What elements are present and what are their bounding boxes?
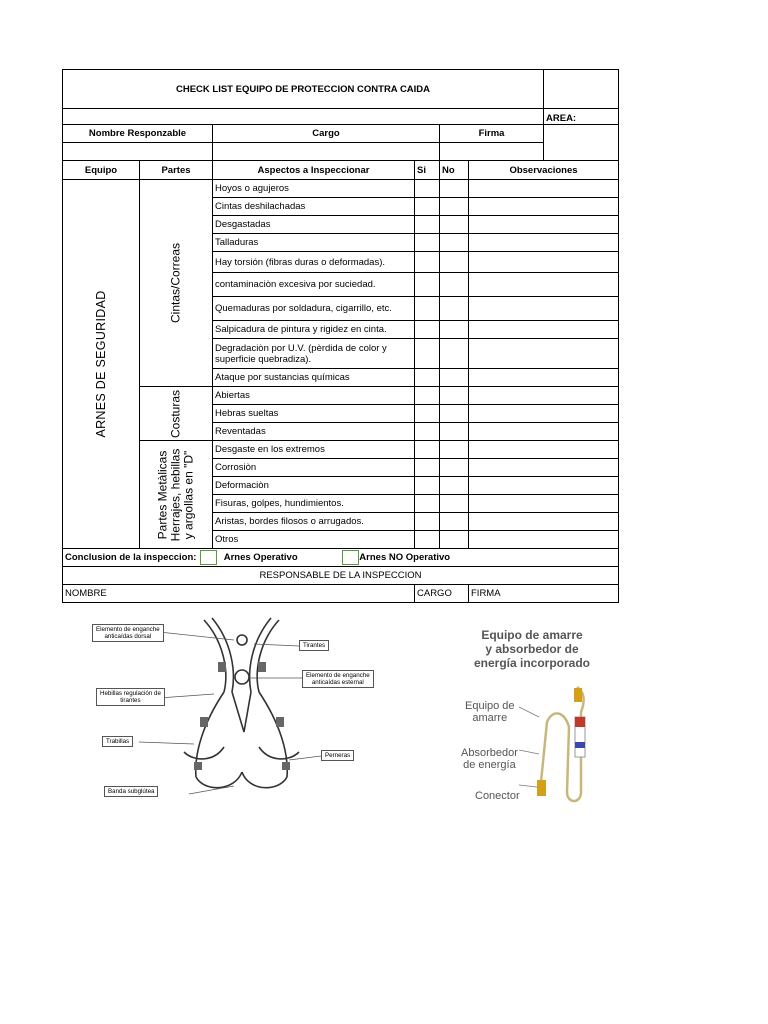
lanyard-conector-label: Conector — [475, 790, 520, 802]
firma-extra-cell[interactable] — [544, 125, 619, 161]
si-check[interactable] — [415, 531, 440, 549]
observaciones-field[interactable] — [469, 441, 619, 459]
callout-banda-text: Banda subglútea — [108, 788, 155, 795]
no-check[interactable] — [440, 180, 469, 198]
aspect-text: Hoyos o agujeros — [213, 180, 415, 198]
no-check[interactable] — [440, 234, 469, 252]
aspect-text: Salpicadura de pintura y rigidez en cinta. — [213, 321, 415, 339]
area-top-cell — [544, 70, 619, 109]
operativo-checkbox[interactable] — [200, 550, 217, 565]
callout-perneras — [321, 750, 354, 761]
footer-firma[interactable] — [469, 585, 619, 603]
lanyard-diagram — [457, 622, 607, 812]
observaciones-field[interactable] — [469, 513, 619, 531]
no-check[interactable] — [440, 531, 469, 549]
group-name-line: Partes Metàlicas — [155, 450, 170, 539]
lanyard-title-line2: y absorbedor de — [485, 642, 579, 656]
col-no: No — [440, 161, 469, 180]
observaciones-field[interactable] — [469, 198, 619, 216]
group-name: Cintas/Correas — [168, 242, 183, 324]
si-check[interactable] — [415, 387, 440, 405]
checklist-table — [62, 69, 619, 603]
checklist-row — [63, 387, 619, 405]
callout-dorsal — [92, 624, 164, 642]
no-check[interactable] — [440, 252, 469, 273]
si-check[interactable] — [415, 252, 440, 273]
lanyard-title-line3: energía incorporado — [473, 656, 591, 670]
observaciones-field[interactable] — [469, 216, 619, 234]
si-check[interactable] — [415, 297, 440, 321]
col-aspectos: Aspectos a Inspeccionar — [213, 161, 415, 180]
no-check[interactable] — [440, 198, 469, 216]
firma-input[interactable] — [440, 143, 544, 161]
aspect-text: Talladuras — [213, 234, 415, 252]
observaciones-field[interactable] — [469, 369, 619, 387]
callout-trabillas — [102, 736, 133, 747]
responsable-title: RESPONSABLE DE LA INSPECCION — [63, 567, 619, 585]
aspect-text: Degradaciòn por U.V. (pèrdida de color y superficie quebradiza). — [213, 339, 415, 369]
aspect-text: Corrosiòn — [213, 459, 415, 477]
si-check[interactable] — [415, 495, 440, 513]
aspect-text: Ataque por sustancias químicas — [213, 369, 415, 387]
callout-esternal — [302, 670, 374, 688]
no-check[interactable] — [440, 369, 469, 387]
checklist-row — [63, 441, 619, 459]
aspect-text: Desgastadas — [213, 216, 415, 234]
title-spacer — [63, 109, 544, 125]
footer-nombre[interactable] — [63, 585, 415, 603]
observaciones-field[interactable] — [469, 531, 619, 549]
aspect-text: Aristas, bordes filosos o arrugados. — [213, 513, 415, 531]
observaciones-field[interactable] — [469, 495, 619, 513]
si-check[interactable] — [415, 441, 440, 459]
observaciones-field[interactable] — [469, 297, 619, 321]
observaciones-field[interactable] — [469, 252, 619, 273]
si-check[interactable] — [415, 273, 440, 297]
observaciones-field[interactable] — [469, 477, 619, 495]
observaciones-field[interactable] — [469, 273, 619, 297]
lanyard-equipo-label: Equipo de amarre — [465, 700, 515, 724]
aspect-text: Hebras sueltas — [213, 405, 415, 423]
no-check[interactable] — [440, 339, 469, 369]
aspect-text: Hay torsión (fibras duras o deformadas). — [213, 252, 415, 273]
col-si: Si — [415, 161, 440, 180]
observaciones-field[interactable] — [469, 339, 619, 369]
no-operativo-checkbox[interactable] — [342, 550, 359, 565]
no-check[interactable] — [440, 273, 469, 297]
col-partes: Partes — [140, 161, 213, 180]
si-check[interactable] — [415, 369, 440, 387]
group-name-line: y argollas en "D" — [181, 450, 196, 539]
equipo-cell — [63, 180, 140, 549]
col-observaciones: Observaciones — [469, 161, 619, 180]
si-check[interactable] — [415, 198, 440, 216]
si-check[interactable] — [415, 405, 440, 423]
conclusion-label: Conclusion de la inspeccion: — [65, 552, 197, 564]
group-cell — [140, 387, 213, 441]
no-operativo-label: Arnes NO Operativo — [359, 552, 451, 564]
group-name-line: Herrajes, hebillas — [168, 448, 183, 541]
no-check[interactable] — [440, 441, 469, 459]
lanyard-title-line1: Equipo de amarre — [481, 628, 583, 642]
observaciones-field[interactable] — [469, 387, 619, 405]
checklist-row — [63, 180, 619, 198]
aspect-text: Desgaste en los extremos — [213, 441, 415, 459]
callout-tirantes — [299, 640, 329, 651]
group-cell — [140, 180, 213, 387]
no-check[interactable] — [440, 477, 469, 495]
group-cell — [140, 441, 213, 549]
footer-cargo[interactable] — [415, 585, 469, 603]
no-check[interactable] — [440, 423, 469, 441]
aspect-text: contaminaciòn excesiva por suciedad. — [213, 273, 415, 297]
no-check[interactable] — [440, 216, 469, 234]
callout-perneras-text: Perneras — [325, 752, 351, 759]
observaciones-field[interactable] — [469, 180, 619, 198]
header-firma: Firma — [440, 125, 544, 143]
callout-hebillas-text: Hebillas regulación de tirantes — [100, 690, 161, 704]
harness-diagram — [84, 612, 429, 810]
footer-firma-label: FIRMA — [471, 588, 501, 599]
aspect-text: Otros — [213, 531, 415, 549]
col-equipo: Equipo — [63, 161, 140, 180]
footer-cargo-label: CARGO — [417, 588, 452, 599]
si-check[interactable] — [415, 339, 440, 369]
callout-esternal-text: Elemento de enganche anticaídas esternal — [306, 672, 370, 686]
callout-hebillas — [96, 688, 165, 706]
si-check[interactable] — [415, 459, 440, 477]
observaciones-field[interactable] — [469, 321, 619, 339]
observaciones-field[interactable] — [469, 405, 619, 423]
group-name: Costuras — [168, 389, 183, 438]
si-check[interactable] — [415, 477, 440, 495]
no-check[interactable] — [440, 321, 469, 339]
si-check[interactable] — [415, 216, 440, 234]
callout-dorsal-text: Elemento de enganche anticaídas dorsal — [96, 626, 160, 640]
aspect-text: Quemaduras por soldadura, cigarrillo, etc. — [213, 297, 415, 321]
lanyard-absorbedor-label: Absorbedor de energía — [461, 747, 518, 771]
observaciones-field[interactable] — [469, 423, 619, 441]
operativo-label: Arnes Operativo — [223, 552, 298, 564]
no-check[interactable] — [440, 495, 469, 513]
no-check[interactable] — [440, 513, 469, 531]
aspect-text: Abiertas — [213, 387, 415, 405]
aspect-text: Reventadas — [213, 423, 415, 441]
callout-trabillas-text: Trabillas — [106, 738, 130, 745]
aspect-text: Fisuras, golpes, hundimientos. — [213, 495, 415, 513]
si-check[interactable] — [415, 423, 440, 441]
si-check[interactable] — [415, 180, 440, 198]
observaciones-field[interactable] — [469, 459, 619, 477]
form-title: CHECK LIST EQUIPO DE PROTECCION CONTRA CAIDA — [63, 70, 544, 109]
no-check[interactable] — [440, 297, 469, 321]
si-check[interactable] — [415, 321, 440, 339]
area-label: AREA: — [544, 109, 619, 125]
header-responsable: Nombre Responzable — [63, 125, 213, 143]
callout-tirantes-text: Tirantes — [303, 642, 326, 649]
callout-banda — [104, 786, 158, 797]
observaciones-field[interactable] — [469, 234, 619, 252]
no-check[interactable] — [440, 459, 469, 477]
no-check[interactable] — [440, 405, 469, 423]
checklist-form — [62, 69, 618, 603]
equipo-name: ARNES DE SEGURIDAD — [94, 290, 108, 438]
responsable-input[interactable] — [63, 143, 213, 161]
group-name — [157, 448, 196, 541]
aspect-text: Deformaciòn — [213, 477, 415, 495]
header-cargo: Cargo — [213, 125, 440, 143]
cargo-input[interactable] — [213, 143, 440, 161]
no-check[interactable] — [440, 387, 469, 405]
aspect-text: Cintas deshilachadas — [213, 198, 415, 216]
si-check[interactable] — [415, 513, 440, 531]
si-check[interactable] — [415, 234, 440, 252]
conclusion-row — [63, 549, 619, 567]
footer-nombre-label: NOMBRE — [65, 588, 107, 599]
